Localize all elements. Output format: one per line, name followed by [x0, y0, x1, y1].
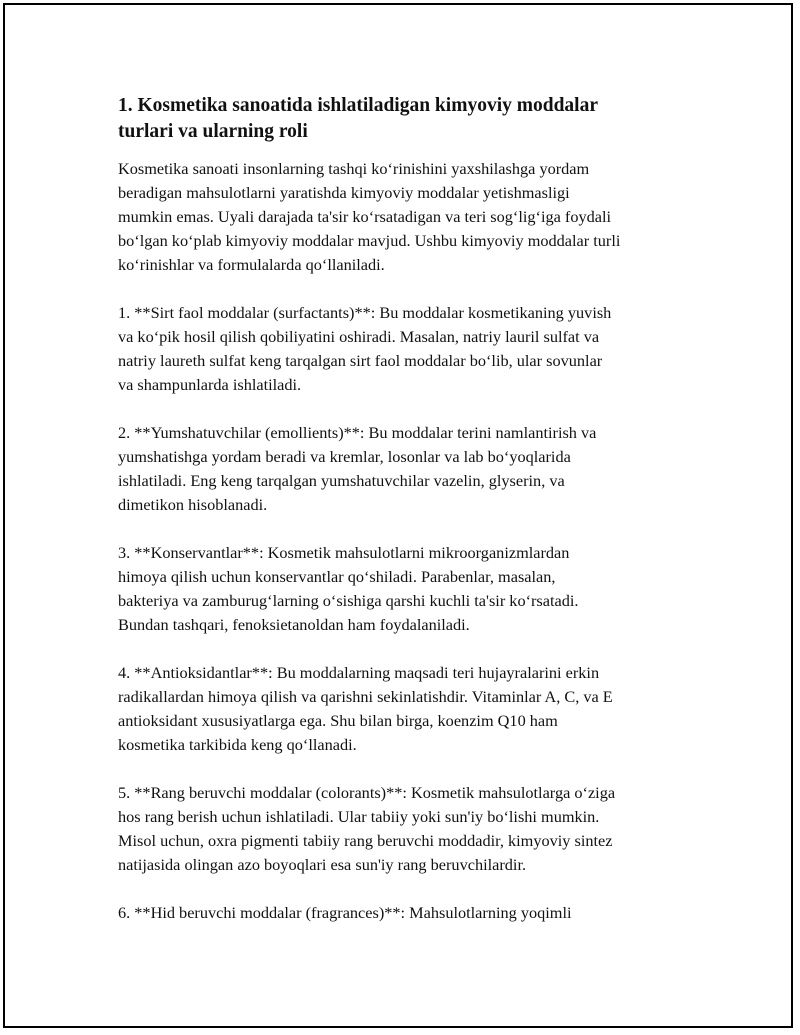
text-line: mumkin emas. Uyali darajada ta'sir koʻrsatadigan va teri sogʻligʻiga foydali [118, 207, 612, 226]
section-heading [118, 93, 693, 145]
text-line: hos rang berish uchun ishlatiladi. Ular tabiiy yoki sun'iy boʻlishi mumkin. [118, 807, 600, 826]
fragrances-paragraph [118, 901, 693, 925]
text-line: Misol uchun, oxra pigmenti tabiiy rang beruvchi moddadir, kimyoviy sintez [118, 831, 613, 850]
text-line: natijasida olingan azo boyoqlari esa sun'iy rang beruvchilardir. [118, 855, 527, 874]
intro-paragraph [118, 157, 693, 277]
text-line: himoya qilish uchun konservantlar qoʻshiladi. Parabenlar, masalan, [118, 567, 556, 586]
text-line: Kosmetika sanoati insonlarning tashqi koʻrinishini yaxshilashga yordam [118, 159, 590, 178]
text-line: bakteriya va zamburugʻlarning oʻsishiga qarshi kuchli ta'sir koʻrsatadi. [118, 591, 579, 610]
text-line: koʻrinishlar va formulalarda qoʻllaniladi. [118, 255, 385, 274]
heading-line: 1. Kosmetika sanoatida ishlatiladigan kimyoviy moddalar [118, 95, 598, 116]
antioxidants-paragraph [118, 661, 693, 757]
text-line: va koʻpik hosil qilish qobiliyatini oshiradi. Masalan, natriy lauril sulfat va [118, 327, 600, 346]
text-line: kosmetika tarkibida keng qoʻllanadi. [118, 735, 357, 754]
text-line: va shampunlarda ishlatiladi. [118, 375, 302, 394]
document-body [118, 93, 693, 949]
text-line: Bundan tashqari, fenoksietanoldan ham foydalaniladi. [118, 615, 470, 634]
surfactants-paragraph [118, 301, 693, 397]
text-line: antioksidant xususiyatlarga ega. Shu bilan birga, koenzim Q10 ham [118, 711, 558, 730]
text-line: 1. **Sirt faol moddalar (surfactants)**: Bu moddalar kosmetikaning yuvish [118, 303, 612, 322]
text-line: beradigan mahsulotlarni yaratishda kimyoviy moddalar yetishmasligi [118, 183, 570, 202]
preservatives-paragraph [118, 541, 693, 637]
text-line: yumshatishga yordam beradi va kremlar, losonlar va lab boʻyoqlarida [118, 447, 571, 466]
text-line: dimetikon hisoblanadi. [118, 495, 268, 514]
text-line: 6. **Hid beruvchi moddalar (fragrances)**: Mahsulotlarning yoqimli [118, 903, 572, 922]
heading-line: turlari va ularning roli [118, 121, 308, 142]
text-line: ishlatiladi. Eng keng tarqalgan yumshatuvchilar vazelin, glyserin, va [118, 471, 565, 490]
text-line: radikallardan himoya qilish va qarishni sekinlatishdir. Vitaminlar A, C, va E [118, 687, 613, 706]
colorants-paragraph [118, 781, 693, 877]
text-line: 3. **Konservantlar**: Kosmetik mahsulotlarni mikroorganizmlardan [118, 543, 570, 562]
text-line: 4. **Antioksidantlar**: Bu moddalarning maqsadi teri hujayralarini erkin [118, 663, 600, 682]
text-line: natriy laureth sulfat keng tarqalgan sirt faol moddalar boʻlib, ular sovunlar [118, 351, 603, 370]
text-line: boʻlgan koʻplab kimyoviy moddalar mavjud. Ushbu kimyoviy moddalar turli [118, 231, 621, 250]
text-line: 5. **Rang beruvchi moddalar (colorants)**: Kosmetik mahsulotlarga oʻziga [118, 783, 616, 802]
text-line: 2. **Yumshatuvchilar (emollients)**: Bu moddalar terini namlantirish va [118, 423, 597, 442]
emollients-paragraph [118, 421, 693, 517]
